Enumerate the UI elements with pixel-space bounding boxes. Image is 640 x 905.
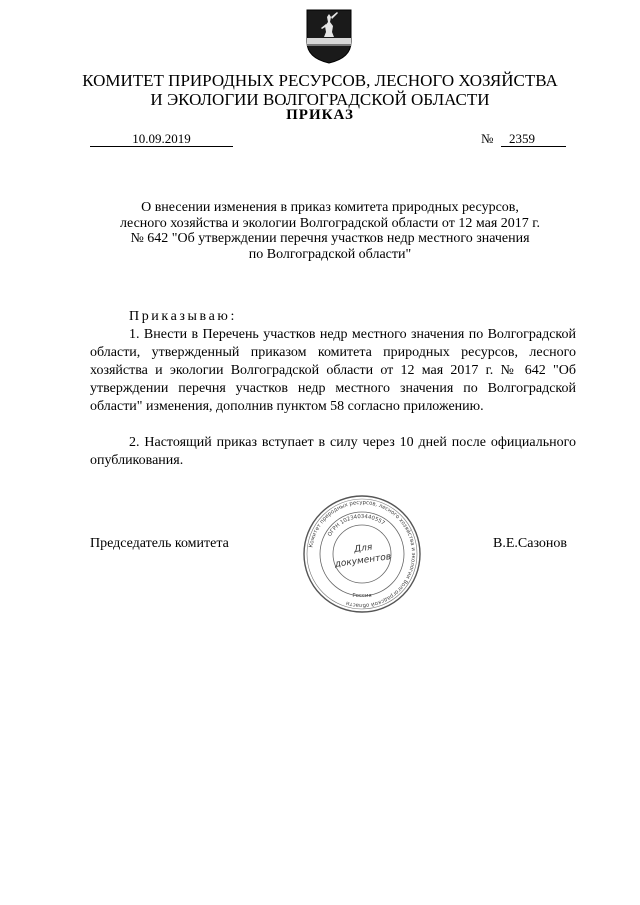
coat-of-arms-emblem xyxy=(304,8,354,64)
document-number: 2359 xyxy=(501,132,566,147)
subject-line-3: № 642 "Об утверждении перечня участков недр местного значения xyxy=(130,231,530,246)
paragraph-2: 2. Настоящий приказ вступает в силу через 10 дней после официального опубликования. xyxy=(90,435,576,468)
document-subject xyxy=(80,200,580,262)
paragraph-1: 1. Внести в Перечень участков недр местного значения по Волгоградской области, утвержденный приказом комитета природных ресурсов, лесного хозяйства и экологии Волгоградской области от 12 мая 2017 г. № 642 "Об утверждении перечня участков недр местного значения по Волгоградской области" изменения, дополнив пунктом 58 согласно приложению. xyxy=(90,327,576,414)
number-sign: № xyxy=(481,131,494,146)
document-type-title: ПРИКАЗ xyxy=(286,107,354,123)
subject-line-1: О внесении изменения в приказ комитета природных ресурсов, xyxy=(141,200,519,215)
seal-bottom-text: Россия xyxy=(352,593,372,599)
signer-position: Председатель комитета xyxy=(90,536,229,551)
seal-outer-text: Комитет природных ресурсов, лесного хозяйства и экологии Волгоградской области xyxy=(308,499,417,609)
subject-line-2: лесного хозяйства и экологии Волгоградской области от 12 мая 2017 г. xyxy=(120,215,540,231)
organization-name-line-2: И ЭКОЛОГИИ ВОЛГОГРАДСКОЙ ОБЛАСТИ xyxy=(150,90,490,109)
order-word: Приказываю: xyxy=(129,309,237,324)
signer-name: В.Е.Сазонов xyxy=(493,536,567,551)
subject-line-4: по Волгоградской области" xyxy=(248,246,412,262)
seal-center-line-1: Для xyxy=(353,542,373,555)
official-seal xyxy=(301,493,423,615)
seal-inner-text: ОГРН 1023403440557 xyxy=(327,513,386,538)
document-date: 10.09.2019 xyxy=(90,132,233,147)
organization-name-line-1: КОМИТЕТ ПРИРОДНЫХ РЕСУРСОВ, ЛЕСНОГО ХОЗЯЙСТВА xyxy=(82,71,558,90)
seal-center-line-2: документов xyxy=(334,552,392,570)
